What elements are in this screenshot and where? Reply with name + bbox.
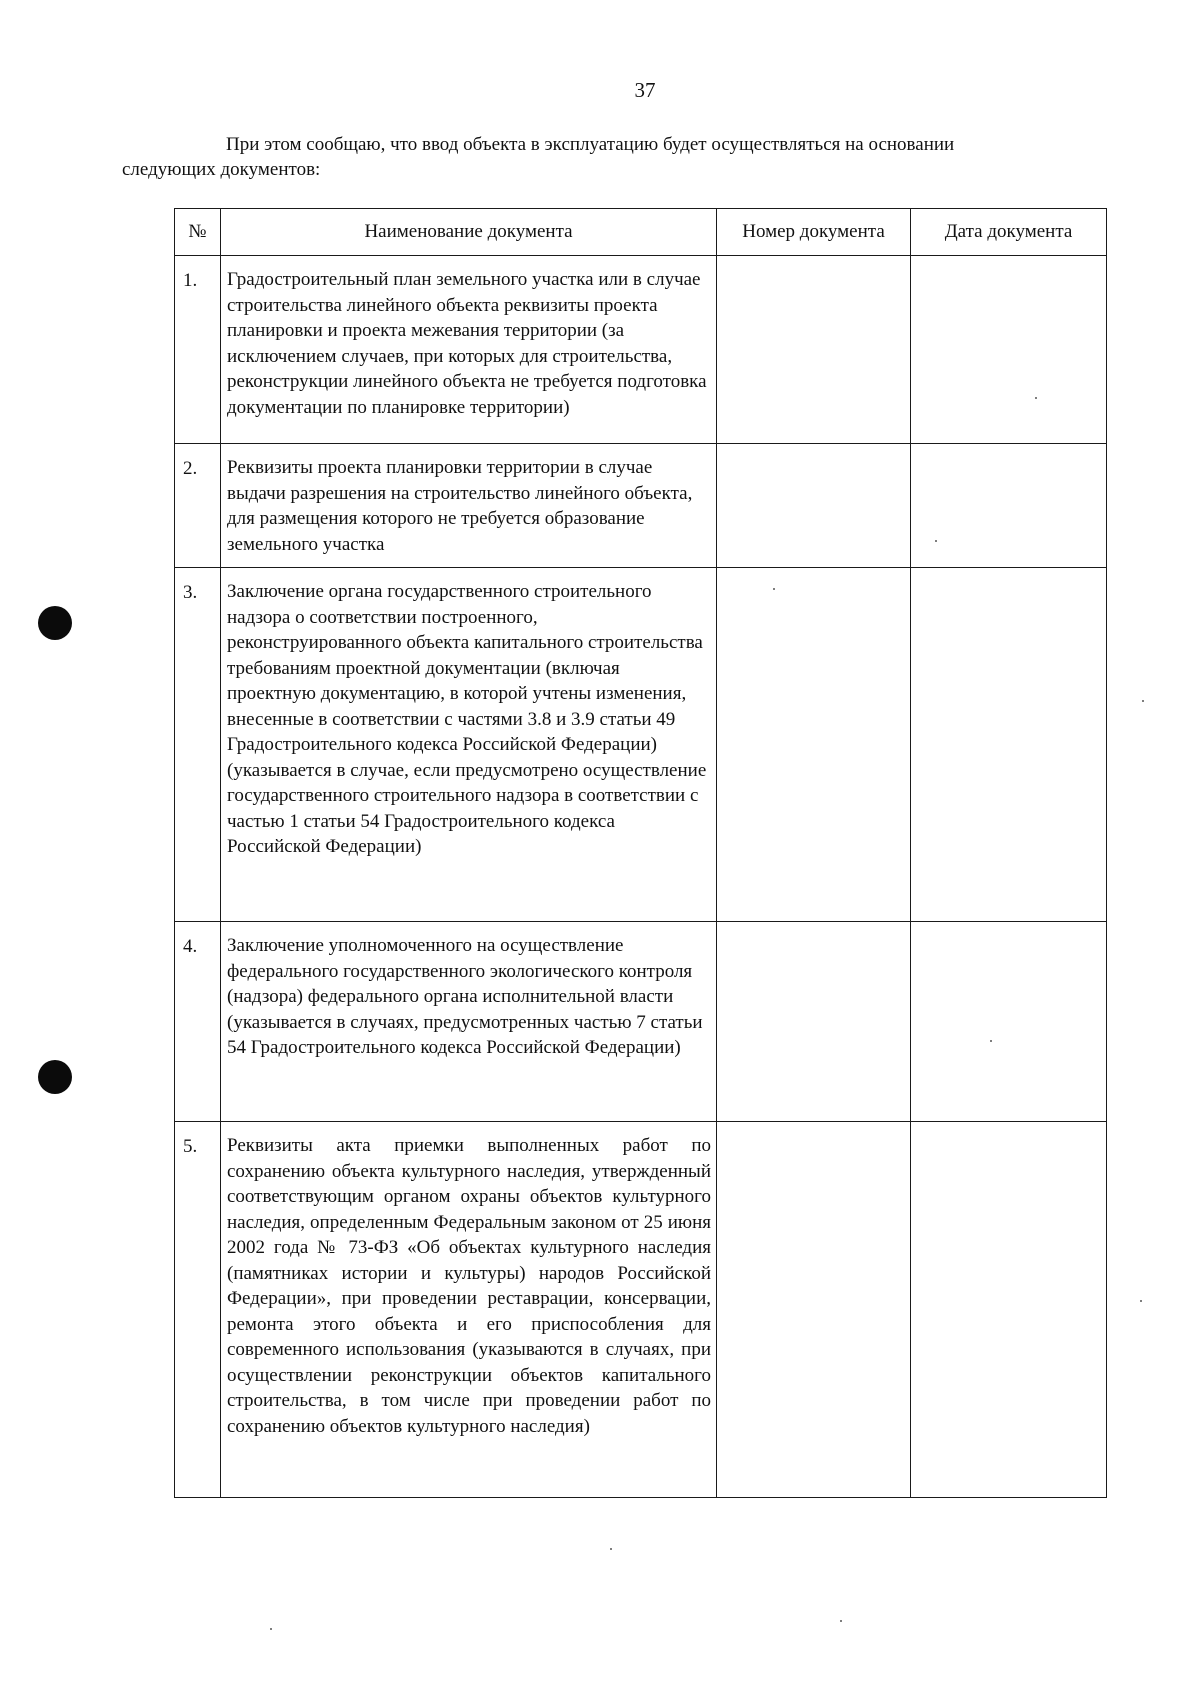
row-document-date: [911, 568, 1107, 922]
row-document-number: [717, 444, 911, 568]
table-row: [175, 568, 1107, 922]
row-document-date: [911, 922, 1107, 1122]
scan-speck: [1142, 700, 1144, 702]
row-document-number: [717, 1122, 911, 1498]
punch-hole-mark: [38, 1060, 72, 1094]
header-number: Номер документа: [717, 209, 911, 256]
scan-speck: [773, 588, 775, 590]
documents-table: [174, 208, 1107, 1498]
scan-speck: [1140, 1300, 1142, 1302]
row-num: 4.: [175, 922, 221, 1122]
scan-speck: [990, 1040, 992, 1042]
row-document-name: Реквизиты проекта планировки территории в случае выдачи разрешения на строительство линейного объекта, для размещения которого не требуется образование земельного участка: [221, 444, 717, 568]
row-document-number: [717, 568, 911, 922]
row-num: 2.: [175, 444, 221, 568]
scan-speck: [1035, 397, 1037, 399]
row-num: 3.: [175, 568, 221, 922]
row-num: 1.: [175, 256, 221, 444]
header-date: Дата документа: [911, 209, 1107, 256]
page-number: 37: [634, 78, 656, 102]
row-document-name: Градостроительный план земельного участка или в случае строительства линейного объекта реквизиты проекта планировки и проекта межевания территории (за исключением случаев, при которых для строительства, реконструкции линейного объекта не требуется подготовка документации по планировке территории): [221, 256, 717, 444]
table-row: [175, 444, 1107, 568]
punch-hole-mark: [38, 606, 72, 640]
intro-line-1: При этом сообщаю, что ввод объекта в эксплуатацию будет осуществляться на основании: [226, 134, 955, 155]
table-header-row: [175, 209, 1107, 256]
row-document-date: [911, 444, 1107, 568]
table-row: [175, 256, 1107, 444]
row-num: 5.: [175, 1122, 221, 1498]
row-document-number: [717, 256, 911, 444]
scan-speck: [610, 1548, 612, 1550]
table-row: [175, 922, 1107, 1122]
row-document-number: [717, 922, 911, 1122]
scan-speck: [840, 1620, 842, 1622]
table-row: [175, 1122, 1107, 1498]
scan-speck: [270, 1628, 272, 1630]
row-document-name: Реквизиты акта приемки выполненных работ по сохранению объекта культурного наследия, утвержденный соответствующим органом охраны объектов культурного наследия, определенным Федеральным законом от 25 июня 2002 года № 73-ФЗ «Об объектах культурного наследия (памятниках истории и культуры) народов Российской Федерации», при проведении реставрации, консервации, ремонта этого объекта и его приспособления для современного использования (указываются в случаях, при осуществлении реконструкции объектов капитального строительства, в том числе при проведении работ по сохранению объектов культурного наследия): [221, 1122, 717, 1498]
intro-line-2: следующих документов:: [122, 159, 321, 180]
intro-paragraph: [122, 132, 1118, 182]
scan-speck: [935, 540, 937, 542]
row-document-name: Заключение уполномоченного на осуществление федерального государственного экологического контроля (надзора) федерального органа исполнительной власти (указывается в случаях, предусмотренных частью 7 статьи 54 Градостроительного кодекса Российской Федерации): [221, 922, 717, 1122]
header-num: №: [175, 209, 221, 256]
row-document-name: Заключение органа государственного строительного надзора о соответствии построенного, реконструированного объекта капитального строительства требованиям проектной документации (включая проектную документацию, в которой учтены изменения, внесенные в соответствии с частями 3.8 и 3.9 статьи 49 Градостроительного кодекса Российской Федерации) (указывается в случае, если предусмотрено осуществление государственного строительного надзора в соответствии с частью 1 статьи 54 Градостроительного кодекса Российской Федерации): [221, 568, 717, 922]
row-document-date: [911, 256, 1107, 444]
header-name: Наименование документа: [221, 209, 717, 256]
row-document-date: [911, 1122, 1107, 1498]
